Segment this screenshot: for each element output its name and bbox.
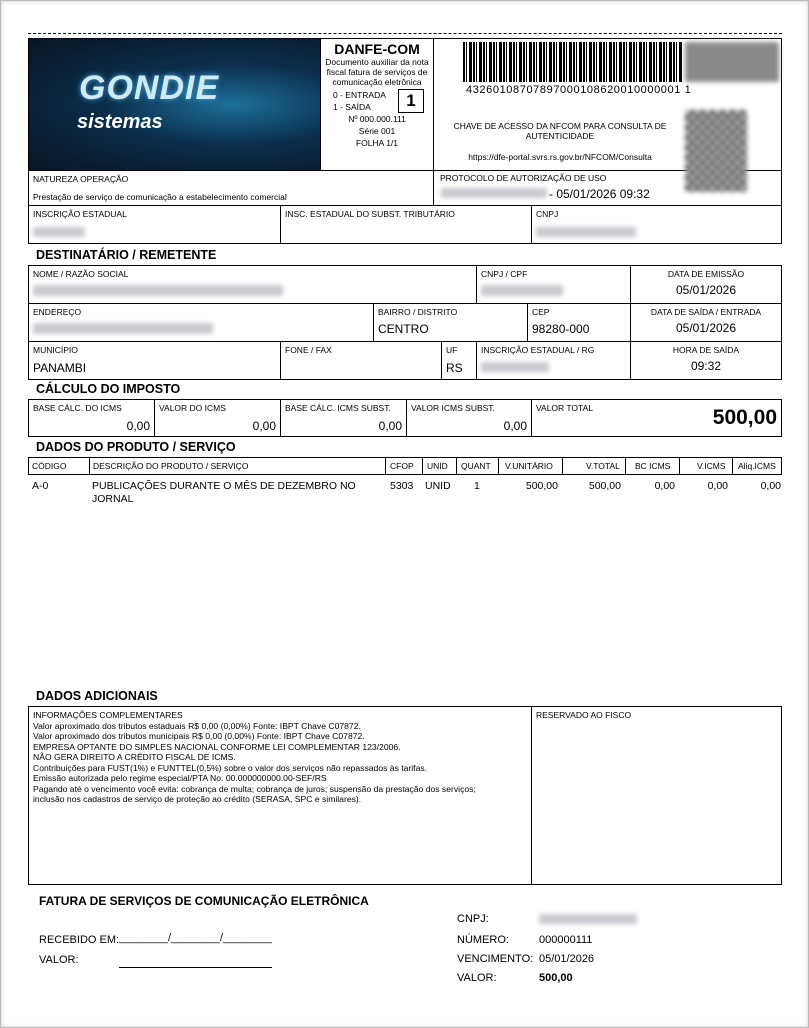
operation-type-box: 1	[398, 89, 424, 113]
company-logo	[29, 39, 320, 170]
cell-aliq: 0,00	[760, 480, 781, 492]
info-line: inclusão nos cadastros de serviço de proteção ao crédito (SERASA, SPC e similares).	[33, 794, 362, 804]
col-aliq: Aliq.ICMS	[738, 461, 776, 471]
fisco-label: RESERVADO AO FISCO	[536, 710, 632, 720]
col-codigo: CÓDIGO	[32, 461, 67, 471]
valor-icms-st-value: 0,00	[503, 419, 527, 433]
info-line: EMPRESA OPTANTE DO SIMPLES NACIONAL CONFORME LEI COMPLEMENTAR 123/2006.	[33, 741, 401, 752]
column-divider	[679, 457, 680, 475]
bairro-value: CENTRO	[378, 322, 429, 336]
fatura-valor-label: VALOR:	[457, 972, 497, 984]
nf-serie: Série 001	[358, 126, 396, 136]
info-line: NÃO GERA DIREITO A CRÉDITO FISCAL DE ICMS.	[33, 752, 236, 762]
fatura-cnpj-label: CNPJ:	[457, 913, 489, 925]
col-bcicms: BC ICMS	[635, 461, 671, 471]
section-adicionais: DADOS ADICIONAIS	[36, 689, 158, 703]
section-produtos: DADOS DO PRODUTO / SERVIÇO	[36, 440, 236, 454]
col-vunit: V.UNITÁRIO	[505, 461, 553, 471]
cnpj-field	[531, 205, 782, 244]
vencimento-label: VENCIMENTO:	[457, 953, 534, 965]
valor-icms-st-label: VALOR ICMS SUBST.	[411, 403, 495, 413]
fone-label: FONE / FAX	[285, 345, 332, 355]
base-icms-st-label: BASE CÁLC. ICMS SUBST.	[285, 403, 391, 413]
cell-descricao: PUBLICAÇÕES DURANTE O MÊS DE DEZEMBRO NO JORNAL	[92, 480, 356, 505]
base-icms-value: 0,00	[126, 419, 150, 433]
municipio-value: PANAMBI	[33, 361, 87, 375]
column-divider	[89, 457, 90, 475]
column-divider	[422, 457, 423, 475]
ie-label: INSCRIÇÃO ESTADUAL	[33, 209, 127, 219]
hora-value: 09:32	[690, 359, 722, 373]
danfe-title: DANFE-COM	[334, 41, 420, 57]
cell-vicms: 0,00	[707, 480, 728, 492]
municipio-label: MUNICÍPIO	[33, 345, 78, 355]
base-icms-label: BASE CÁLC. DO ICMS	[33, 403, 122, 413]
fatura-valor: 500,00	[539, 972, 573, 984]
bairro-label: BAIRRO / DISTRITO	[378, 307, 458, 317]
info-line: Valor aproximado dos tributos municipais R$ 0,00 (0,00%) Fonte: IBPT Chave C07872.	[33, 731, 365, 741]
hora-label: HORA DE SAÍDA	[672, 345, 740, 355]
col-quant: QUANT	[461, 461, 491, 471]
cep-label: CEP	[532, 307, 550, 317]
total-value: 500,00	[712, 406, 777, 429]
cell-codigo: A-0	[32, 480, 49, 492]
section-destinatario: DESTINATÁRIO / REMETENTE	[36, 248, 217, 262]
col-unid: UNID	[427, 461, 448, 471]
col-descricao: DESCRIÇÃO DO PRODUTO / SERVIÇO	[93, 461, 249, 471]
total-label: VALOR TOTAL	[536, 403, 594, 413]
ie-field	[28, 205, 281, 244]
cnpj-label: CNPJ	[536, 209, 559, 219]
recebido-field[interactable]: ________/________/________	[119, 932, 272, 944]
info-label: INFORMAÇÕES COMPLEMENTARES	[33, 710, 183, 720]
column-divider	[385, 457, 386, 475]
valor-icms-value: 0,00	[252, 419, 276, 433]
col-cfop: CFOP	[390, 461, 414, 471]
ie-st-label: INSC. ESTADUAL DO SUBST. TRIBUTÁRIO	[285, 209, 455, 219]
nf-folha: FOLHA 1/1	[355, 138, 399, 148]
fatura-title: FATURA DE SERVIÇOS DE COMUNICAÇÃO ELETRÔNICA	[39, 894, 369, 908]
col-vicms: V.ICMS	[697, 461, 726, 471]
natureza-value: Prestação de serviço de comunicação a estabelecimento comercial	[33, 192, 287, 202]
endereco-label: ENDEREÇO	[33, 307, 82, 317]
column-divider	[456, 457, 457, 475]
section-imposto: CÁLCULO DO IMPOSTO	[36, 382, 181, 396]
recebido-label: RECEBIDO EM:	[39, 934, 120, 946]
column-divider	[625, 457, 626, 475]
natureza-label: NATUREZA OPERAÇÃO	[33, 174, 129, 184]
barcode	[463, 42, 683, 82]
logo-subtitle: sistemas	[77, 111, 163, 133]
fatura-numero-label: NÚMERO:	[457, 934, 509, 946]
saida-label: DATA DE SAÍDA / ENTRADA	[650, 307, 762, 317]
cell-bcicms: 0,00	[654, 480, 675, 492]
cep-value: 98280-000	[532, 322, 590, 336]
cell-cfop: 5303	[390, 480, 414, 492]
cell-vunit: 500,00	[525, 480, 558, 492]
reservado-fisco	[531, 706, 782, 885]
protocolo-value: - 05/01/2026 09:32	[549, 187, 650, 201]
valor-field[interactable]	[119, 967, 272, 968]
column-divider	[498, 457, 499, 475]
valor-icms-label: VALOR DO ICMS	[159, 403, 226, 413]
nf-number: Nº 000.000.111	[348, 114, 406, 124]
cell-unid: UNID	[425, 480, 451, 492]
consulta-url[interactable]: https://dfe-portal.svrs.rs.gov.br/NFCOM/Consulta	[468, 152, 652, 162]
danfe-description: Documento auxiliar da nota fiscal fatura de serviços de comunicação eletrônica	[325, 57, 429, 87]
info-line: Pagando até o vencimento você evita: cobrança de multa; cobrança de juros; suspensão da prestação dos serviços;	[33, 783, 476, 794]
logo-brand: GONDIE	[79, 69, 220, 107]
uf-label: UF	[446, 345, 458, 355]
saida-label: 1 - SAÍDA	[333, 102, 371, 112]
col-vtotal: V.TOTAL	[586, 461, 620, 471]
vencimento-value: 05/01/2026	[539, 953, 595, 965]
emissao-value: 05/01/2026	[675, 283, 737, 297]
fatura-numero: 000000111	[539, 934, 593, 946]
natureza-box	[28, 170, 434, 206]
access-key-number: 43260108707897000108620010000001 1	[466, 84, 692, 96]
dest-cnpj-label: CNPJ / CPF	[481, 269, 528, 279]
valor-label: VALOR:	[39, 954, 79, 966]
cell-vtotal: 500,00	[588, 480, 621, 492]
entrada-label: 0 - ENTRADA	[333, 90, 386, 100]
info-line: Valor aproximado dos tributos estaduais R$ 0,00 (0,00%) Fonte: IBPT Chave C07872.	[33, 720, 361, 731]
danfe-info	[321, 41, 433, 149]
access-key-label: CHAVE DE ACESSO DA NFCOM PARA CONSULTA DE AUTENTICIDADE	[453, 121, 667, 141]
nome-label: NOME / RAZÃO SOCIAL	[33, 269, 129, 279]
ie-st-field	[280, 205, 532, 244]
info-complementares	[28, 706, 532, 885]
saida-value: 05/01/2026	[675, 321, 737, 335]
base-icms-st-value: 0,00	[378, 419, 402, 433]
cell-quant: 1	[474, 480, 480, 492]
emissao-label: DATA DE EMISSÃO	[667, 269, 745, 279]
column-divider	[562, 457, 563, 475]
protocolo-label: PROTOCOLO DE AUTORIZAÇÃO DE USO	[440, 173, 607, 183]
cut-line	[28, 33, 782, 34]
column-divider	[732, 457, 733, 475]
ierg-label: INSCRIÇÃO ESTADUAL / RG	[481, 345, 595, 355]
info-line: Contribuições para FUST(1%) e FUNTTEL(0,5%) sobre o valor dos serviços não repassados às tarifas.	[33, 762, 428, 773]
info-line: Emissão autorizada pelo regime especial/PTA No. 00.000000000.00-SEF/RS	[33, 773, 327, 783]
uf-value: RS	[446, 361, 463, 375]
